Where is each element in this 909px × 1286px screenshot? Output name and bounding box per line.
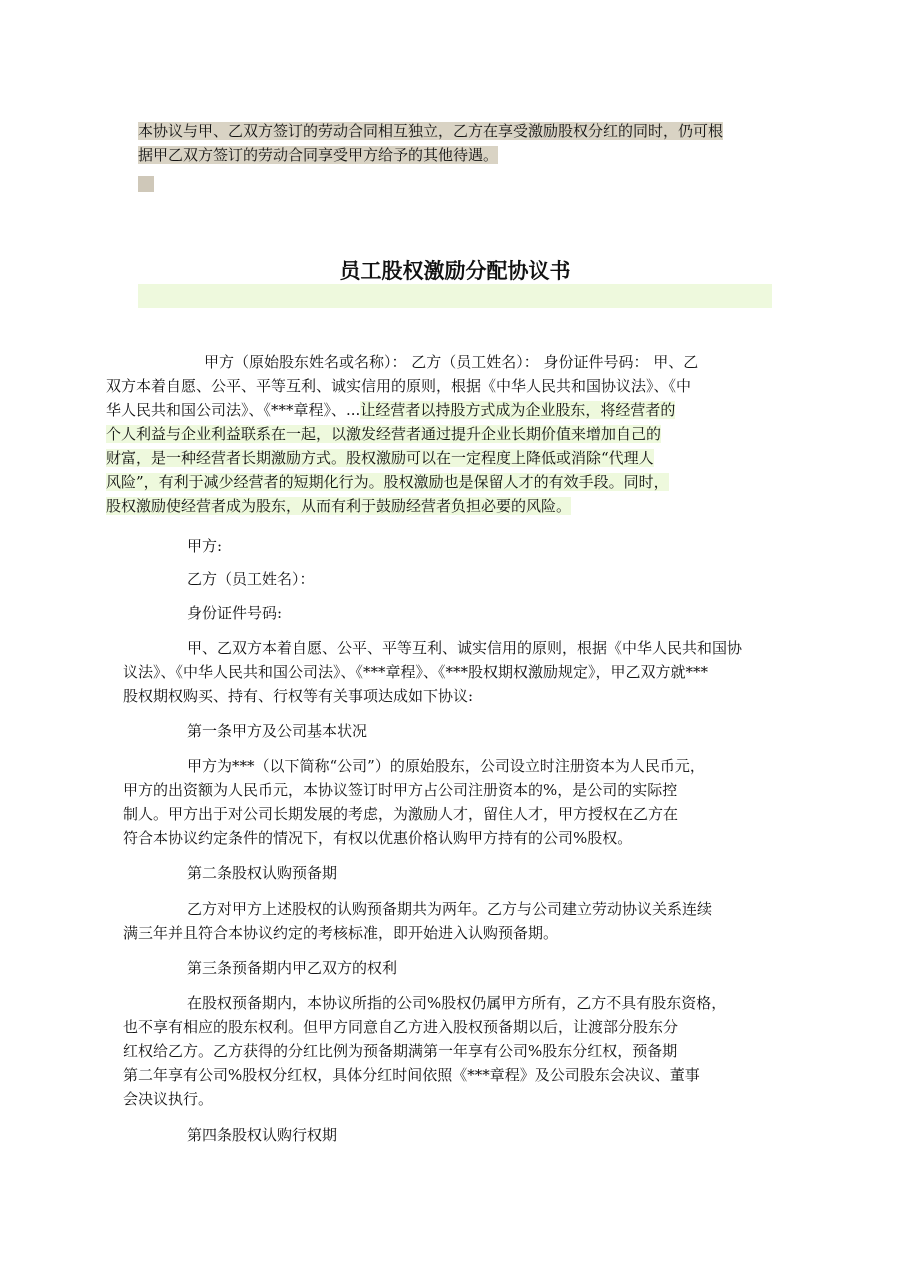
document-title: 员工股权激励分配协议书: [339, 258, 571, 283]
article-1-heading: 第一条甲方及公司基本状况: [187, 722, 368, 740]
intro-line: 华人民共和国公司法》、《***章程》、...: [106, 401, 361, 419]
title-highlight-band: [138, 284, 772, 308]
article-2-line: 满三年并且符合本协议约定的考核标准，即开始进入认购预备期。: [123, 924, 559, 942]
intro-highlight: 股权激励使经营者成为股东，从而有利于鼓励经营者负担必要的风险。: [106, 497, 572, 515]
intro-highlight: 个人利益与企业利益联系在一起，以激发经营者通过提升企业长期价值来增加自己的: [106, 425, 662, 443]
preamble-line: 甲、乙双方本着自愿、公平、平等互利、诚实信用的原则，根据《中华人民共和国协: [187, 639, 743, 657]
top-note-paragraph: [138, 119, 768, 167]
article-3-paragraph: [123, 991, 763, 1111]
party-b-label: 乙方（员工姓名）：: [187, 570, 315, 588]
article-3-heading: 第三条预备期内甲乙双方的权利: [187, 959, 398, 977]
article-3-line: 第二年享有公司%股权分红权，具体分红时间依照《***章程》及公司股东会决议、董事: [123, 1066, 700, 1084]
top-note-line: 本协议与甲、乙双方签订的劳动合同相互独立，乙方在享受激励股权分红的同时，仍可根: [138, 122, 724, 140]
article-3-line: 红权给乙方。乙方获得的分红比例为预备期满第一年享有公司%股东分红权，预备期: [123, 1042, 678, 1060]
preamble-line: 股权期权购买、持有、行权等有关事项达成如下协议:: [123, 687, 474, 705]
intro-highlight: 让经营者以持股方式成为企业股东，将经营者的: [360, 401, 676, 419]
id-number-label: 身份证件号码:: [187, 604, 283, 622]
article-3-line: 也不享有相应的股东权利。但甲方同意自乙方进入股权预备期以后，让渡部分股东分: [123, 1018, 679, 1036]
intro-paragraph: [106, 350, 765, 518]
article-3-line: 会决议执行。: [123, 1090, 214, 1108]
top-note-line: 据甲乙双方签订的劳动合同享受甲方给予的其他待遇。: [138, 146, 499, 164]
party-a-label: 甲方:: [187, 537, 223, 555]
article-1-paragraph: [123, 754, 763, 850]
article-2-paragraph: [123, 897, 763, 945]
article-1-line: 甲方的出资额为人民币元，本协议签订时甲方占公司注册资本的%，是公司的实际控: [123, 781, 678, 799]
preamble-line: 议法》、《中华人民共和国公司法》、《***章程》、《***股权期权激励规定》，甲乙双方就***: [123, 663, 709, 681]
intro-highlight: 风险”，有利于减少经营者的短期化行为。股权激励也是保留人才的有效手段。同时，: [106, 473, 669, 491]
intro-line: 双方本着自愿、公平、平等互利、诚实信用的原则，根据《中华人民共和国协议法》、《中: [106, 377, 692, 395]
article-3-line: 在股权预备期内，本协议所指的公司%股权仍属甲方所有，乙方不具有股东资格，: [187, 994, 727, 1012]
highlight-marker: [138, 176, 154, 192]
intro-highlight: 财富，是一种经营者长期激励方式。股权激励可以在一定程度上降低或消除“代理人: [106, 449, 654, 467]
article-4-heading: 第四条股权认购行权期: [187, 1126, 338, 1144]
article-1-line: 甲方为***（以下简称“公司”）的原始股东，公司设立时注册资本为人民币元，: [187, 757, 705, 775]
article-1-line: 符合本协议约定条件的情况下，有权以优惠价格认购甲方持有的公司%股权。: [123, 829, 633, 847]
article-2-line: 乙方对甲方上述股权的认购预备期共为两年。乙方与公司建立劳动协议关系连续: [187, 900, 713, 918]
preamble-paragraph: [123, 636, 763, 708]
article-2-heading: 第二条股权认购预备期: [187, 864, 338, 882]
intro-line: 甲方（原始股东姓名或名称）： 乙方（员工姓名）： 身份证件号码： 甲、乙: [204, 353, 699, 371]
article-1-line: 制人。甲方出于对公司长期发展的考虑，为激励人才，留住人才，甲方授权在乙方在: [123, 805, 679, 823]
